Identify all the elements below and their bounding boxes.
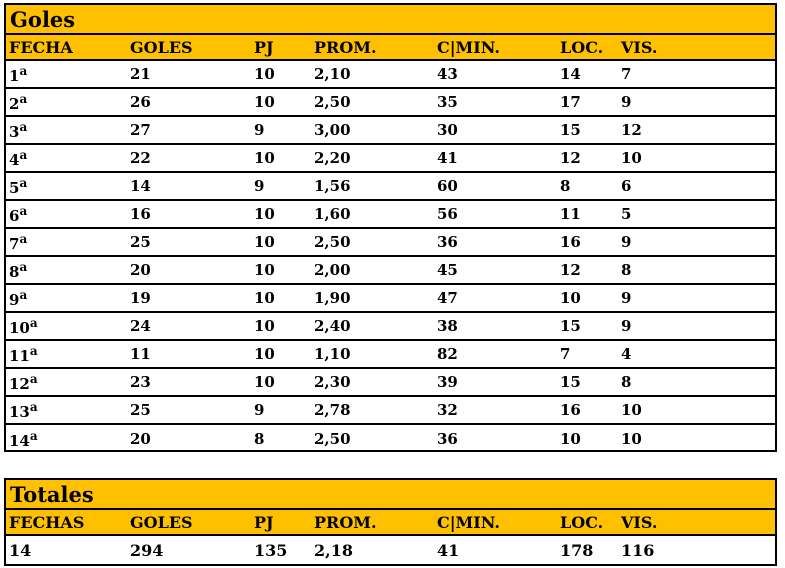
cell-fecha: [6, 204, 130, 225]
cell-pj: 8: [254, 430, 265, 448]
cell-cmin: 30: [437, 121, 458, 139]
cell-cmin: 82: [437, 345, 458, 363]
cell-fecha: [6, 429, 130, 450]
cell-goles: 23: [130, 373, 151, 391]
cell-pj: 10: [254, 149, 275, 167]
table-row: [6, 397, 775, 425]
cell-pj: 10: [254, 289, 275, 307]
cell-goles: 19: [130, 289, 151, 307]
cell-goles: 20: [130, 261, 151, 279]
cell-cmin: 45: [437, 261, 458, 279]
cell-prom: 1,60: [314, 205, 351, 223]
cell-cmin: 41: [437, 149, 458, 167]
cell-pj: 10: [254, 261, 275, 279]
cell-pj: 10: [254, 205, 275, 223]
fecha-ordinal: a: [29, 343, 38, 358]
cell-loc: 16: [560, 233, 581, 251]
table-row: [6, 117, 775, 145]
totales-table: [4, 478, 777, 566]
header-prom: PROM.: [314, 512, 377, 532]
table-row: [6, 369, 775, 397]
table-row: [6, 201, 775, 229]
cell-vis: 5: [621, 205, 632, 223]
header-pj: PJ: [254, 37, 274, 57]
cell-loc: 15: [560, 121, 581, 139]
cell-fecha: [6, 92, 130, 113]
cell-loc: 12: [560, 261, 581, 279]
table-row: [6, 229, 775, 257]
header-cmin: C|MIN.: [437, 37, 500, 57]
header-fechas: FECHAS: [9, 512, 85, 532]
header-prom: PROM.: [314, 37, 377, 57]
cell-prom: 2,50: [314, 93, 351, 111]
cell-prom: 1,56: [314, 177, 351, 195]
header-cmin: C|MIN.: [437, 512, 500, 532]
header-loc: LOC.: [560, 512, 604, 532]
cell-cmin: 36: [437, 233, 458, 251]
cell-pj: 10: [254, 65, 275, 83]
cell-loc: 15: [560, 373, 581, 391]
cell-loc: 178: [560, 540, 594, 560]
cell-goles: 27: [130, 121, 151, 139]
totales-header-row: [6, 510, 775, 536]
cell-pj: 10: [254, 345, 275, 363]
cell-loc: 7: [560, 345, 571, 363]
cell-pj: 10: [254, 233, 275, 251]
cell-cmin: 36: [437, 430, 458, 448]
table-row: [6, 257, 775, 285]
cell-cmin: 39: [437, 373, 458, 391]
cell-loc: 12: [560, 149, 581, 167]
cell-vis: 116: [621, 540, 655, 560]
cell-fechas: 14: [9, 540, 32, 560]
cell-cmin: 56: [437, 205, 458, 223]
fecha-ordinal: a: [19, 287, 28, 302]
cell-fecha: [6, 344, 130, 365]
cell-prom: 2,10: [314, 65, 351, 83]
fecha-ordinal: a: [29, 428, 38, 443]
fecha-ordinal: a: [19, 259, 28, 274]
fecha-ordinal: a: [19, 231, 28, 246]
fecha-number: 5: [9, 178, 20, 197]
header-vis: VIS.: [621, 37, 658, 57]
header-pj: PJ: [254, 512, 274, 532]
table-row: [6, 89, 775, 117]
fecha-ordinal: a: [19, 63, 28, 78]
totales-title: Totales: [6, 480, 775, 510]
table-row: [6, 173, 775, 201]
cell-vis: 9: [621, 93, 632, 111]
cell-goles: 21: [130, 65, 151, 83]
cell-cmin: 32: [437, 401, 458, 419]
cell-goles: 22: [130, 149, 151, 167]
fecha-number: 11: [9, 346, 30, 365]
cell-vis: 8: [621, 261, 632, 279]
cell-loc: 14: [560, 65, 581, 83]
cell-pj: 9: [254, 121, 265, 139]
totales-row: [6, 536, 775, 564]
cell-loc: 15: [560, 317, 581, 335]
cell-vis: 9: [621, 317, 632, 335]
cell-pj: 135: [254, 540, 288, 560]
cell-goles: 24: [130, 317, 151, 335]
cell-goles: 25: [130, 401, 151, 419]
cell-goles: 26: [130, 93, 151, 111]
fecha-number: 4: [9, 150, 20, 169]
table-row: [6, 341, 775, 369]
cell-fecha: [6, 372, 130, 393]
cell-cmin: 41: [437, 540, 460, 560]
cell-prom: 2,40: [314, 317, 351, 335]
cell-vis: 12: [621, 121, 642, 139]
cell-prom: 2,50: [314, 233, 351, 251]
cell-goles: 20: [130, 430, 151, 448]
cell-prom: 2,78: [314, 401, 351, 419]
cell-cmin: 60: [437, 177, 458, 195]
fecha-number: 1: [9, 66, 20, 85]
cell-goles: 14: [130, 177, 151, 195]
cell-vis: 9: [621, 289, 632, 307]
fecha-number: 9: [9, 290, 20, 309]
cell-fecha: [6, 176, 130, 197]
cell-goles: 294: [130, 540, 164, 560]
fecha-ordinal: a: [19, 119, 28, 134]
cell-vis: 7: [621, 65, 632, 83]
cell-prom: 2,00: [314, 261, 351, 279]
fecha-number: 14: [9, 431, 30, 450]
cell-vis: 9: [621, 233, 632, 251]
cell-cmin: 47: [437, 289, 458, 307]
cell-prom: 3,00: [314, 121, 351, 139]
table-row: [6, 61, 775, 89]
fecha-number: 13: [9, 402, 30, 421]
fecha-ordinal: a: [19, 147, 28, 162]
cell-cmin: 38: [437, 317, 458, 335]
goles-table: [4, 3, 777, 452]
cell-pj: 10: [254, 373, 275, 391]
fecha-ordinal: a: [19, 91, 28, 106]
cell-loc: 10: [560, 289, 581, 307]
fecha-ordinal: a: [19, 175, 28, 190]
cell-loc: 16: [560, 401, 581, 419]
cell-loc: 11: [560, 205, 581, 223]
fecha-ordinal: a: [29, 371, 38, 386]
header-goles: GOLES: [130, 37, 193, 57]
cell-vis: 10: [621, 149, 642, 167]
fecha-ordinal: a: [29, 315, 38, 330]
cell-goles: 11: [130, 345, 151, 363]
fecha-number: 10: [9, 318, 30, 337]
cell-fecha: [6, 64, 130, 85]
goles-title: Goles: [6, 5, 775, 35]
fecha-number: 6: [9, 206, 20, 225]
cell-fecha: [6, 120, 130, 141]
table-row: [6, 145, 775, 173]
goles-header-row: [6, 35, 775, 61]
cell-pj: 10: [254, 93, 275, 111]
cell-pj: 10: [254, 317, 275, 335]
cell-fecha: [6, 400, 130, 421]
cell-vis: 10: [621, 401, 642, 419]
cell-loc: 17: [560, 93, 581, 111]
cell-loc: 8: [560, 177, 571, 195]
fecha-ordinal: a: [19, 203, 28, 218]
fecha-number: 8: [9, 262, 20, 281]
header-vis: VIS.: [621, 512, 658, 532]
cell-fecha: [6, 148, 130, 169]
cell-prom: 1,90: [314, 289, 351, 307]
cell-goles: 16: [130, 205, 151, 223]
cell-goles: 25: [130, 233, 151, 251]
cell-prom: 2,30: [314, 373, 351, 391]
table-row: [6, 425, 775, 453]
fecha-number: 3: [9, 122, 20, 141]
cell-prom: 2,20: [314, 149, 351, 167]
cell-pj: 9: [254, 401, 265, 419]
fecha-number: 7: [9, 234, 20, 253]
fecha-ordinal: a: [29, 399, 38, 414]
cell-prom: 2,18: [314, 540, 353, 560]
fecha-number: 2: [9, 94, 20, 113]
cell-fecha: [6, 260, 130, 281]
table-row: [6, 313, 775, 341]
cell-prom: 2,50: [314, 430, 351, 448]
cell-fecha: [6, 316, 130, 337]
header-goles: GOLES: [130, 512, 193, 532]
cell-vis: 8: [621, 373, 632, 391]
cell-vis: 6: [621, 177, 632, 195]
cell-loc: 10: [560, 430, 581, 448]
cell-cmin: 35: [437, 93, 458, 111]
cell-vis: 10: [621, 430, 642, 448]
table-row: [6, 285, 775, 313]
cell-prom: 1,10: [314, 345, 351, 363]
cell-fecha: [6, 232, 130, 253]
header-fecha: FECHA: [9, 37, 73, 57]
header-loc: LOC.: [560, 37, 604, 57]
cell-vis: 4: [621, 345, 632, 363]
fecha-number: 12: [9, 374, 30, 393]
cell-fecha: [6, 288, 130, 309]
cell-cmin: 43: [437, 65, 458, 83]
cell-pj: 9: [254, 177, 265, 195]
